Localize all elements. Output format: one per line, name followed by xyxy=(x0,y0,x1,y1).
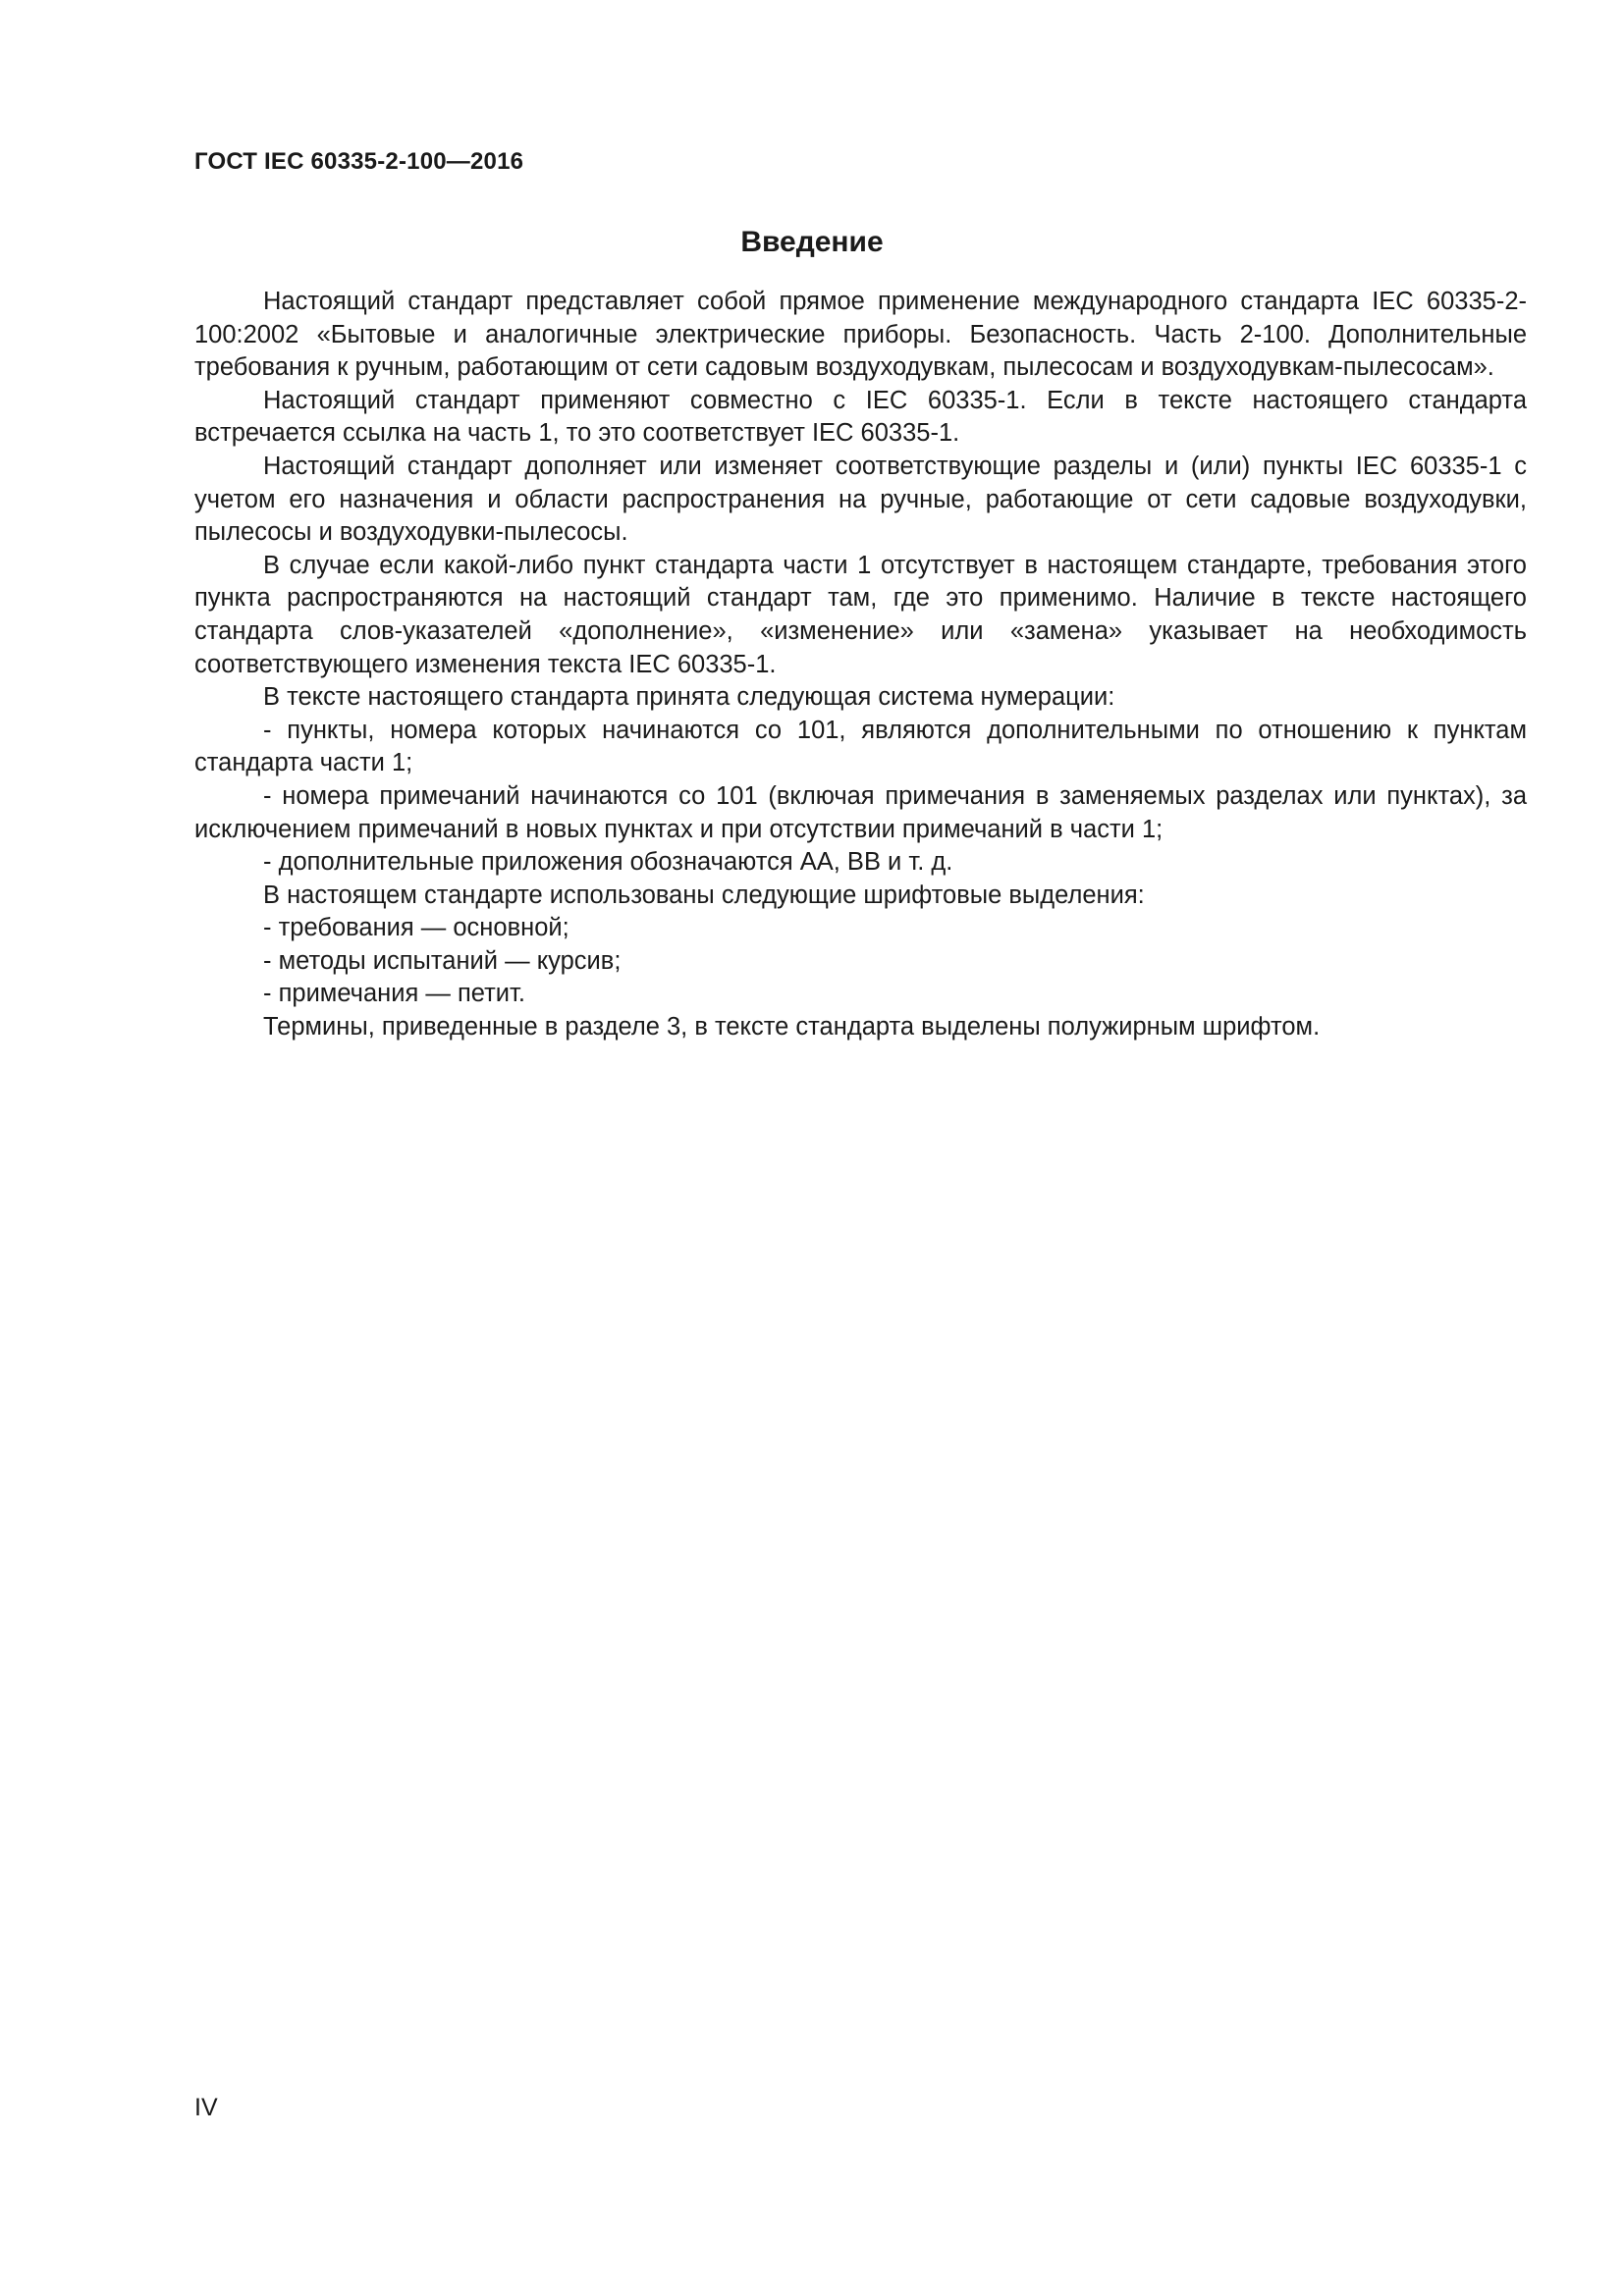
paragraph-terms-bold: Термины, приведенные в разделе 3, в тексте стандарта выделены полужирным шрифтом. xyxy=(263,1013,1321,1041)
page-number: IV xyxy=(194,2094,218,2121)
paragraph-supplements-part-1: Настоящий стандарт дополняет или изменяет соответствующие разделы и (или) пункты IEC 60335-1 с учетом его назначения и области распространения на ручные, работающие от сети садовые воздуходувки, пылесосы и воздуходувки-пылесосы. xyxy=(194,452,1527,547)
paragraph-font-conventions: В настоящем стандарте использованы следующие шрифтовые выделения: xyxy=(263,881,1145,909)
list-item-annex-numbering: - дополнительные приложения обозначаются AA, BB и т. д. xyxy=(263,848,953,877)
section-title: Введение xyxy=(740,226,884,258)
introduction-body xyxy=(194,286,1527,1044)
paragraph-used-with-part-1: Настоящий стандарт применяют совместно с IEC 60335-1. Если в тексте настоящего стандарта встречается ссылка на часть 1, то это соответствует IEC 60335-1. xyxy=(194,386,1527,448)
document-code-header: ГОСТ IEC 60335-2-100—2016 xyxy=(194,148,524,175)
paragraph-numbering-system: В тексте настоящего стандарта принята следующая система нумерации: xyxy=(263,683,1115,712)
paragraph-direct-application: Настоящий стандарт представляет собой прямое применение международного стандарта IEC 60335-2-100:2002 «Бытовые и аналогичные электрические приборы. Безопасность. Часть 2-100. Дополнительные требования к ручным, работающим от сети садовым воздуходувкам, пылесосам и воздуходувкам-пылесосам». xyxy=(194,288,1527,382)
paragraph-missing-clauses: В случае если какой-либо пункт стандарта части 1 отсутствует в настоящем стандарте, требования этого пункта распространяются на настоящий стандарт там, где это применимо. Наличие в тексте настоящего стандарта слов-указателей «дополнение», «изменение» или «замена» указывает на необходимость соответствующего изменения текста IEC 60335-1. xyxy=(194,551,1527,678)
list-item-test-methods-font: - методы испытаний — курсив; xyxy=(263,946,622,975)
list-item-requirements-font: - требования — основной; xyxy=(263,914,569,942)
list-item-clause-numbering: - пункты, номера которых начинаются со 101, являются дополнительными по отношению к пунктам стандарта части 1; xyxy=(194,716,1527,777)
list-item-note-numbering: - номера примечаний начинаются со 101 (включая примечания в заменяемых разделах или пунктах), за исключением примечаний в новых пунктах и при отсутствии примечаний в части 1; xyxy=(194,781,1527,843)
list-item-notes-font: - примечания — петит. xyxy=(263,980,525,1008)
